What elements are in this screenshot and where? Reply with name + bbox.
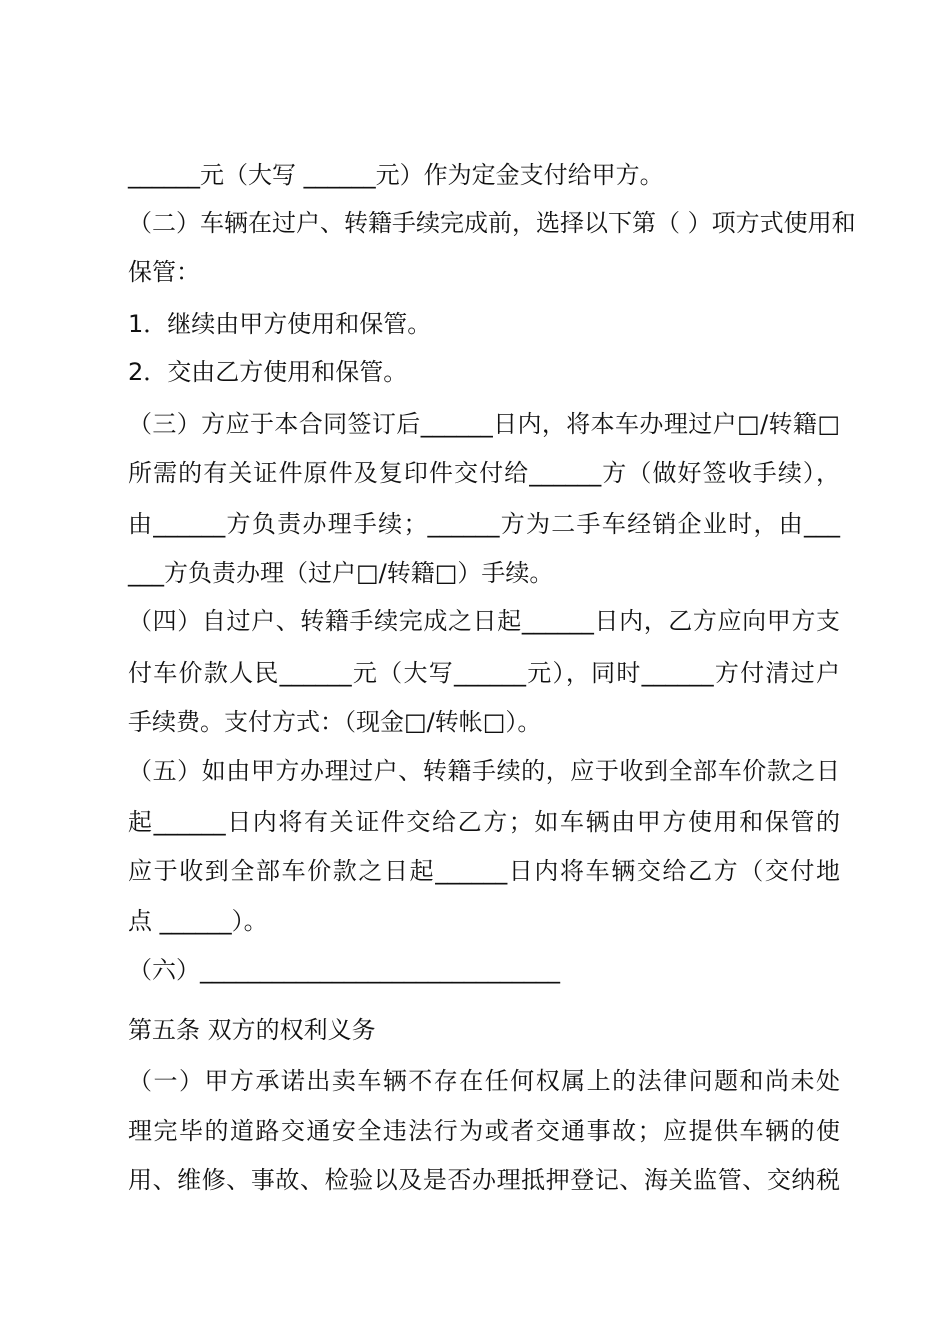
section-heading: 第五条 双方的权利义务 (128, 1016, 376, 1044)
text-line: 1．继续由甲方使用和保管。 (128, 310, 432, 338)
text-line: ______元（大写 ______元）作为定金支付给甲方。 (128, 161, 664, 189)
text-line: （一）甲方承诺出卖车辆不存在任何权属上的法律问题和尚未处 (128, 1067, 840, 1095)
text-line: 起______日内将有关证件交给乙方；如车辆由甲方使用和保管的 (128, 808, 840, 836)
text-line: 点 ______）。 (128, 907, 268, 935)
text-line: （二）车辆在过户、转籍手续完成前，选择以下第（ ）项方式使用和 (128, 209, 856, 237)
text-line: 付车价款人民______元（大写______元），同时______方付清过户 (128, 659, 840, 687)
text-line: 保管： (128, 258, 200, 286)
text-line: （五）如由甲方办理过户、转籍手续的，应于收到全部车价款之日 (128, 757, 840, 785)
text-line: 2．交由乙方使用和保管。 (128, 358, 408, 386)
text-line: （三）方应于本合同签订后______日内，将本车办理过户□/转籍□ (128, 410, 840, 438)
text-line: 手续费。支付方式：（现金□/转帐□）。 (128, 708, 542, 736)
text-line: 由______方负责办理手续；______方为二手车经销企业时，由___ (128, 510, 840, 538)
text-line: 应于收到全部车价款之日起______日内将车辆交给乙方（交付地 (128, 857, 840, 885)
text-line: 用、维修、事故、检验以及是否办理抵押登记、海关监管、交纳税 (128, 1166, 840, 1194)
text-line: ___方负责办理（过户□/转籍□）手续。 (128, 559, 554, 587)
text-line: 理完毕的道路交通安全违法行为或者交通事故；应提供车辆的使 (128, 1117, 840, 1145)
text-line: 所需的有关证件原件及复印件交付给______方（做好签收手续）， (128, 459, 840, 487)
text-line: （六）______________________________ (128, 956, 560, 984)
text-line: （四）自过户、转籍手续完成之日起______日内，乙方应向甲方支 (128, 607, 840, 635)
